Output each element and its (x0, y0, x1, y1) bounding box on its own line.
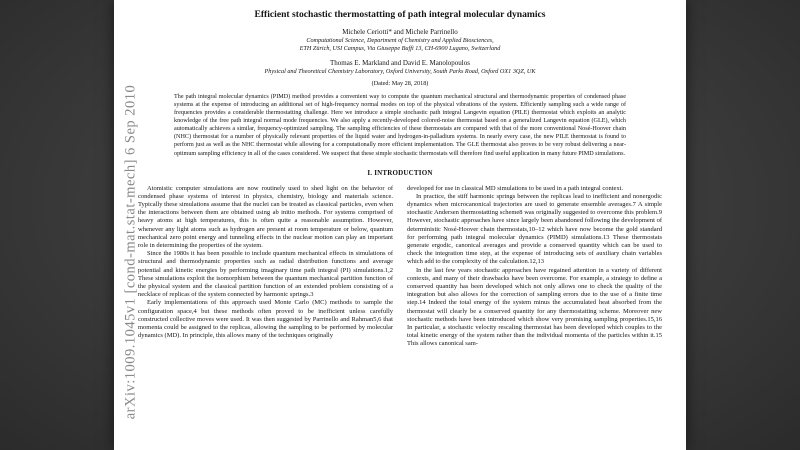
affiliation-1-line-2: ETH Zürich, USI Campus, Via Giuseppe Buffi 13, CH-6900 Lugano, Switzerland (299, 44, 501, 52)
paragraph: developed for use in classical MD simulations to be used in a path integral context. (407, 184, 624, 192)
dated-line: (Dated: May 28, 2018) (371, 79, 429, 87)
section-heading-introduction: I. INTRODUCTION (367, 168, 433, 177)
paragraph: In practice, the stiff harmonic springs between the replicas lead to inefficient and nonergodic dynamics when microcanonical trajectories are used to generate ensemble averages.7 A simple stochastic Andersen thermostatting scheme8 was originally suggested to overcome this problem.9 However, stochastic approaches have since largely been abandoned following the development of deterministic Nosé-Hoover chain thermostats,10–12 which have now become the gold standard for performing path integral molecular dynamics (PIMD) simulations.13 These thermostats generate ergodic, canonical averages and provide a conserved quantity which can be used to check the integration time step, at the expense of introducing sets of auxiliary chain variables which add to the complexity of the calculation.12,13 (407, 192, 662, 266)
authors-group-1: Michele Ceriotti* and Michele Parrinello (342, 27, 458, 36)
paragraph: Since the 1980s it has been possible to include quantum mechanical effects in simulations of structural and thermodynamic properties such as radial distribution functions and average potential and kinetic energies by performing imaginary time path integral (PI) simulations.1,2 These simulations exploit the isomorphism between the quantum mechanical partition function of the physical system and the classical partition function of an extended problem consisting of a necklace of replicas of the system connected by harmonic springs.3 (138, 250, 393, 299)
paper-title: Efficient stochastic thermostatting of path integral molecular dynamics (254, 9, 546, 20)
affiliation-1 (138, 37, 662, 53)
paragraph: Early implementations of this approach used Monte Carlo (MC) methods to sample the configuration space,4 but these methods often proved to be inefficient unless carefully constructed collective moves were used. It was then suggested by Parrinello and Rahman5,6 that momenta could be assigned to the replicas, allowing the sampling to be performed by molecular dynamics (MD). In principle, this allows many of the techniques originally (138, 299, 393, 340)
paper-page (114, 0, 686, 450)
affiliation-2: Physical and Theoretical Chemistry Laboratory, Oxford University, South Parks Road, Oxford OX1 3QZ, UK (264, 67, 536, 75)
right-column (407, 185, 662, 349)
affiliation-1-line-1: Computational Science, Department of Chemistry and Applied Biosciences, (306, 36, 494, 44)
paragraph: Atomistic computer simulations are now routinely used to shed light on the behavior of condensed phase systems of interest in physics, chemistry, biology and materials science. Typically these simulations assume that the nuclei can be treated as classical particles, even when the interactions between them are obtained using ab initio methods. For systems comprised of heavy atoms at high temperatures, this is often quite a reasonable assumption. However, whenever any light atoms such as hydrogen are present at room temperature or below, quantum mechanical zero point energy and tunneling effects in the nuclear motion can play an important role in determining the properties of the system. (138, 184, 393, 249)
two-column-body (138, 185, 662, 349)
paragraph: In the last few years stochastic approaches have regained attention in a variety of different contexts, and many of their drawbacks have been overcome. For example, a strategy to define a conserved quantity has been developed which not only allows one to check the quality of the integration but also allows for the correction of sampling errors due to the use of a finite time step.14 Indeed the total energy of the system minus the accumulated heat absorbed from the thermostat will clearly be a conserved quantity for any thermostatting scheme. Moreover new stochastic methods have been introduced which show very promising sampling properties.15,16 In particular, a stochastic velocity rescaling thermostat has been developed which couples to the total kinetic energy of the system rather than the individual momenta of the particles within it.15 This allows canonical sam- (407, 266, 662, 348)
left-column (138, 185, 393, 349)
authors-group-2: Thomas E. Markland and David E. Manolopoulos (330, 58, 470, 67)
abstract: The path integral molecular dynamics (PIMD) method provides a convenient way to compute the quantum mechanical structural and thermodynamic properties of condensed phase systems at the expense of introducing an additional set of high-frequency normal modes on top of the physical vibrations of the system. Efficiently sampling such a wide range of frequencies provides a considerable thermostatting challenge. Here we introduce a simple stochastic path integral Langevin equation (PILE) thermostat which exploits an analytic knowledge of the free path integral normal mode frequencies. We also apply a recently-developed colored-noise thermostat based on a generalized Langevin equation (GLE), which automatically achieves a similar, frequency-optimized sampling. The sampling efficiencies of these thermostats are compared with that of the more conventional Nosé-Hoover chain (NHC) thermostat for a number of physically relevant properties of the liquid water and hydrogen-in-palladium systems. In nearly every case, the new PILE thermostat is found to perform just as well as the NHC thermostat while allowing for a computationally more efficient implementation. The GLE thermostat also proves to be very robust delivering a near-optimum sampling efficiency in all of the cases considered. We suspect that these simple stochastic thermostats will therefore find useful application in many future PIMD simulations. (174, 93, 626, 157)
arxiv-watermark: arXiv:1009.1045v1 [cond-mat.stat-mech] 6 Sep 2010 (122, 84, 139, 420)
